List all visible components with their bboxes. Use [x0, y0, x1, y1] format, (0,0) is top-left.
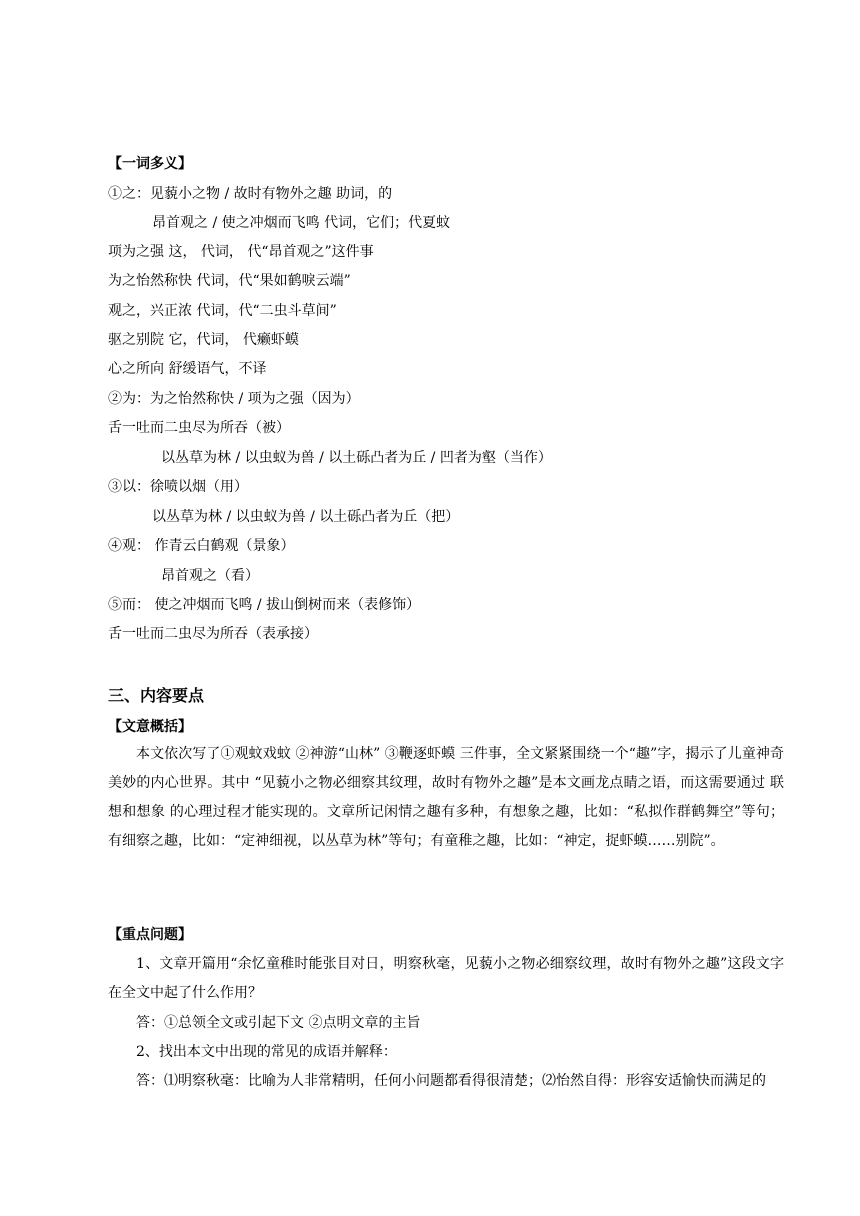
polysemy-line: 驱之别院 它，代词， 代癞虾蟆 [108, 332, 299, 348]
section-title: 三、内容要点 [108, 686, 205, 705]
polysemy-line: ⑤而： 使之冲烟而飞鸣 / 拔山倒树而来（表修饰） [108, 597, 421, 613]
answer-2: 答：⑴明察秋毫：比喻为人非常精明，任何小问题都看得很清楚；⑵怡然自得：形容安适愉快而满足的 [136, 1073, 766, 1089]
polysemy-line: 项为之强 这， 代词， 代“昂首观之”这件事 [108, 244, 374, 260]
summary-paragraph: 本文依次写了①观蚊戏蚊 ②神游“山林” ③鞭逐虾蟆 三件事，全文紧紧围绕一个“趣”字，揭示了儿童神奇美妙的内心世界。其中 “见藐小之物必细察其纹理，故时有物外之趣”是本文画龙点睛之语，而这需要通过 联想和想象 的心理过程才能实现的。文章所记闲情之趣有多种，有想象之趣，比如：“私拟作群鹤舞空”等句； 有细察之趣，比如：“定神细视，以丛草为林”等句；有童稚之趣，比如：“神定，捉虾蟆……别院”。 [108, 746, 784, 849]
polysemy-line: 以丛草为林 / 以虫蚁为兽 / 以土砾凸者为丘 / 凹者为壑（当作） [161, 450, 552, 466]
questions-heading: 【重点问题】 [108, 927, 192, 943]
polysemy-line: 昂首观之 / 使之冲烟而飞鸣 代词，它们；代夏蚊 [152, 215, 451, 231]
polysemy-line: 舌一吐而二虫尽为所吞（被） [108, 420, 290, 436]
polysemy-heading: 【一词多义】 [108, 156, 192, 172]
answer-1: 答：①总领全文或引起下文 ②点明文章的主旨 [136, 1015, 421, 1031]
polysemy-line: 为之怡然称快 代词，代“果如鹤唳云端” [108, 273, 351, 289]
polysemy-line: ①之：见藐小之物 / 故时有物外之趣 助词，的 [108, 186, 393, 202]
polysemy-line: 观之，兴正浓 代词，代“二虫斗草间” [108, 303, 337, 319]
polysemy-line: ②为：为之怡然称快 / 项为之强（因为） [108, 391, 360, 407]
polysemy-line: 舌一吐而二虫尽为所吞（表承接） [108, 626, 318, 642]
polysemy-line: 以丛草为林 / 以虫蚁为兽 / 以土砾凸者为丘（把） [152, 509, 460, 525]
polysemy-line: ④观： 作青云白鹤观（景象） [108, 538, 295, 554]
polysemy-line: 昂首观之（看） [161, 568, 259, 584]
polysemy-line: ③以：徐喷以烟（用） [108, 479, 248, 495]
question-2: 2、找出本文中出现的常见的成语并解释： [136, 1044, 397, 1060]
question-1: 1、文章开篇用“余忆童稚时能张目对日，明察秋毫，见藐小之物必细察纹理，故时有物外之趣”这段文字在全文中起了什么作用？ [108, 956, 784, 1001]
summary-heading: 【文意概括】 [108, 719, 192, 735]
polysemy-line: 心之所向 舒缓语气，不译 [108, 361, 267, 377]
